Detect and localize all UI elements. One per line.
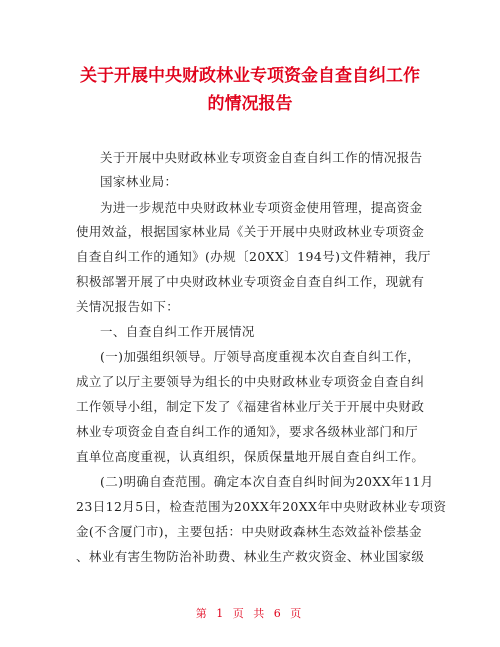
paragraph-line: 使用效益，根据国家林业局《关于开展中央财政林业专项资金 xyxy=(76,224,425,239)
paragraph-line: 直单位高度重视，认真组织，保质保量地开展自查自纠工作。 xyxy=(76,449,425,464)
paragraph-line: 林业专项资金自查自纠工作的通知》，要求各级林业部门和厅 xyxy=(76,424,419,439)
paragraph-line: 自查自纠工作的通知》(办规〔20XX〕194号)文件精神，我厅 xyxy=(76,249,431,264)
paragraph-line: 积极部署开展了中央财政林业专项资金自查自纠工作，现就有 xyxy=(76,274,425,289)
paragraph-line: 关情况报告如下： xyxy=(76,299,180,314)
paragraph-line: 金(不含厦门市)，主要包括：中央财政森林生态效益补偿基金 xyxy=(76,524,422,539)
page-number: 第 1 页 共 6 页 xyxy=(195,607,305,620)
section-heading: 一、自查自纠工作开展情况 xyxy=(100,324,255,339)
paragraph-line: (二)明确自查范围。确定本次自查自纠时间为20XX年11月 xyxy=(100,474,434,489)
paragraph-heading: 关于开展中央财政林业专项资金自查自纠工作的情况报告 xyxy=(100,150,423,165)
document-title-line-1: 关于开展中央财政林业专项资金自查自纠工作 xyxy=(80,66,420,86)
paragraph-line: 为进一步规范中央财政林业专项资金使用管理，提高资金 xyxy=(100,200,423,215)
addressee: 国家林业局： xyxy=(100,174,178,189)
paragraph-line: 、林业有害生物防治补助费、林业生产救灾资金、林业国家级 xyxy=(76,549,425,564)
paragraph-line: (一)加强组织领导。厅领导高度重视本次自查自纠工作， xyxy=(100,349,421,364)
paragraph-line: 成立了以厅主要领导为组长的中央财政林业专项资金自查自纠 xyxy=(76,374,425,389)
document-title-line-2: 的情况报告 xyxy=(207,94,293,114)
paragraph-line: 23日12月5日，检查范围为20XX年20XX年中央财政林业专项资 xyxy=(76,499,447,514)
paragraph-line: 工作领导小组，制定下发了《福建省林业厅关于开展中央财政 xyxy=(76,399,425,414)
